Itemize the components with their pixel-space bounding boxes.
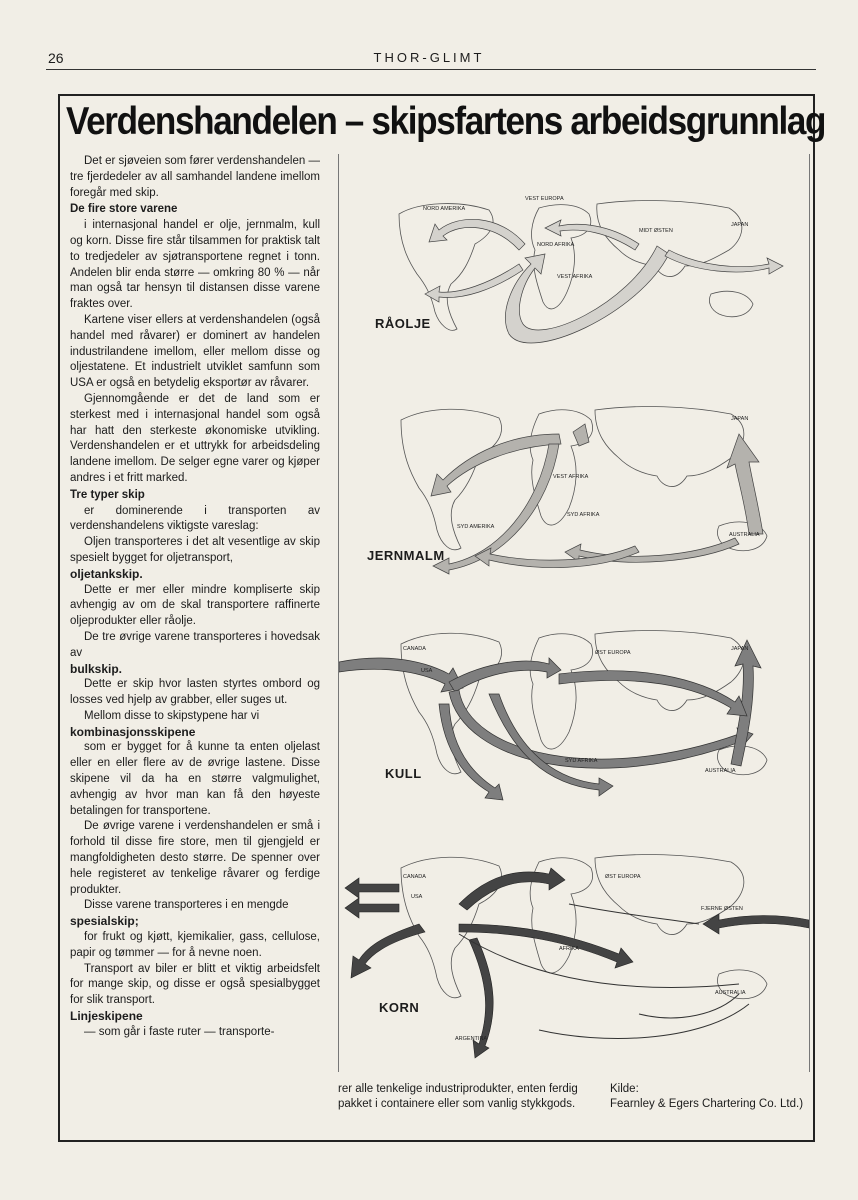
map-label: VEST AFRIKA [553,474,589,480]
continuation-paragraph: rer alle tenkelige industriprodukter, enten ferdig pakket i containere eller som vanlig stykkgods. [338,1083,578,1110]
running-head: THOR-GLIMT [373,50,485,65]
map-title-jernmalm: JERNMALM [367,548,445,563]
maps-panel [338,154,810,1072]
body-paragraph: Gjennomgående er det de land som er sterkest med i internasjonal handel som også har hatt den sterkeste økonomiske utvikling. Verdenshandelen er et uttrykk for arbeidsdeling landene imellom. De selger egne varer og kjøper andres i et fritt marked. [70,392,320,484]
map-label: SYD AFRIKA [565,758,598,764]
map-label: JAPAN [731,222,749,228]
text-column [70,154,320,1041]
map-korn-graphic [339,844,809,1064]
map-label: AUSTRALIA [729,532,760,538]
ship-type-term: bulkskip. [70,661,123,676]
source-label: Kilde: [610,1083,639,1095]
source-note [610,1082,810,1112]
map-title-raaolje: RÅOLJE [375,316,431,331]
ship-type-term: kombinasjonsskipene [70,724,196,739]
subheading: Tre typer skip [70,488,145,501]
header-rule [46,69,816,70]
body-paragraph: Kartene viser ellers at verdenshandelen (også handel med råvarer) er dominert av handelen industrilandene imellom, eller mellom disse og oljestatene. Et industrielt utviklet samfunn som USA er også en betydelig eksportør av råvarer. [70,313,320,390]
body-paragraph: De tre øvrige varene transporteres i hovedsak av [70,630,320,659]
body-paragraph: som er bygget for å kunne ta enten oljelast eller en eller flere av de øvrige lastene. Disse skipene vil da ha en større valgmulighet, avhengig av hvor man kan få den høyeste betalingen for transportene. [70,741,320,817]
map-jernmalm [339,384,809,584]
map-label: AUSTRALIA [705,768,736,774]
body-paragraph: De øvrige varene i verdenshandelen er små i forhold til disse fire store, men til gjengjeld er mangfoldigheten desto større. De spenner over hele registeret av tenkelige råvarer og ferdige produkter. [70,820,320,896]
map-label: ØST EUROPA [605,874,641,880]
map-label: JAPAN [731,646,749,652]
article-title: Verdenshandelen – skipsfartens arbeidsgrunnlag [66,100,826,143]
body-paragraph: Dette er mer eller mindre kompliserte skip avhengig av om de skal transportere raffinerte oljeprodukter eller råolje. [70,583,320,628]
map-label: VEST AFRIKA [557,274,593,280]
map-label: SYD AFRIKA [567,512,600,518]
map-label: NORD AMERIKA [423,206,466,212]
map-label: SYD AMERIKA [457,524,495,530]
map-raaolje-graphic [339,174,809,364]
body-paragraph: Oljen transporteres i det alt vesentlige av skip spesielt bygget for oljetransport, [70,536,320,564]
map-korn [339,844,809,1064]
map-title-kull: KULL [385,766,422,781]
map-label: CANADA [403,646,426,652]
map-label: MIDT ØSTEN [639,228,673,234]
body-paragraph: er dominerende i transporten av verdenshandelens viktigste vareslag: [70,504,320,533]
map-label: JAPAN [731,416,749,422]
body-paragraph: for frukt og kjøtt, kjemikalier, gass, cellulose, papir og tømmer — for å nevne noen. [70,931,320,959]
subheading: De fire store varene [70,203,178,216]
map-label: ARGENTINA [455,1036,488,1042]
body-paragraph: Dette er skip hvor lasten styrtes ombord og losses ved hjelp av grabber, eller suges ut. [70,678,320,707]
map-label: VEST EUROPA [525,196,564,202]
page-number: 26 [48,50,64,66]
map-label: NORD AFRIKA [537,242,575,248]
ship-type-term: oljetankskip. [70,566,143,581]
ship-type-term: spesialskip; [70,914,139,929]
map-raaolje [339,174,809,364]
map-label: USA [411,894,423,900]
map-label: USA [421,668,433,674]
body-paragraph: Transport av biler er blitt et viktig arbeidsfelt for mange skip, og disse er også spesialbygget for slik transport. [70,962,320,1007]
body-paragraph: — som går i faste ruter — transporte- [84,1025,275,1038]
source-text: Fearnley & Egers Chartering Co. Ltd.) [610,1098,804,1110]
body-paragraph: Mellom disse to skipstypene har vi [84,709,260,722]
map-label: CANADA [403,874,426,880]
map-kull [339,614,809,824]
map-label: ØST EUROPA [595,650,631,656]
map-label: FJERNE ØSTEN [701,906,743,912]
body-paragraph: Det er sjøveien som fører verdenshandelen — tre fjerdedeler av all samhandel landene imellom foregår med skip. [70,155,320,199]
map-label: AFRIKA [559,946,579,952]
map-title-korn: KORN [379,1000,420,1015]
map-label: AUSTRALIA [715,990,746,996]
continuation-text [338,1082,588,1112]
ship-type-term: Linjeskipene [70,1009,143,1024]
map-kull-graphic [339,614,809,824]
body-paragraph: i internasjonal handel er olje, jernmalm, kull og korn. Disse fire står tilsammen for praktisk talt to tredjedeler av sjøtransportene regnet i tonn. Andelen blir enda større — omkring 80 % — når man også tar hensyn til distansen disse varene fraktes over. [70,219,320,311]
body-paragraph: Disse varene transporteres i en mengde [84,899,289,912]
